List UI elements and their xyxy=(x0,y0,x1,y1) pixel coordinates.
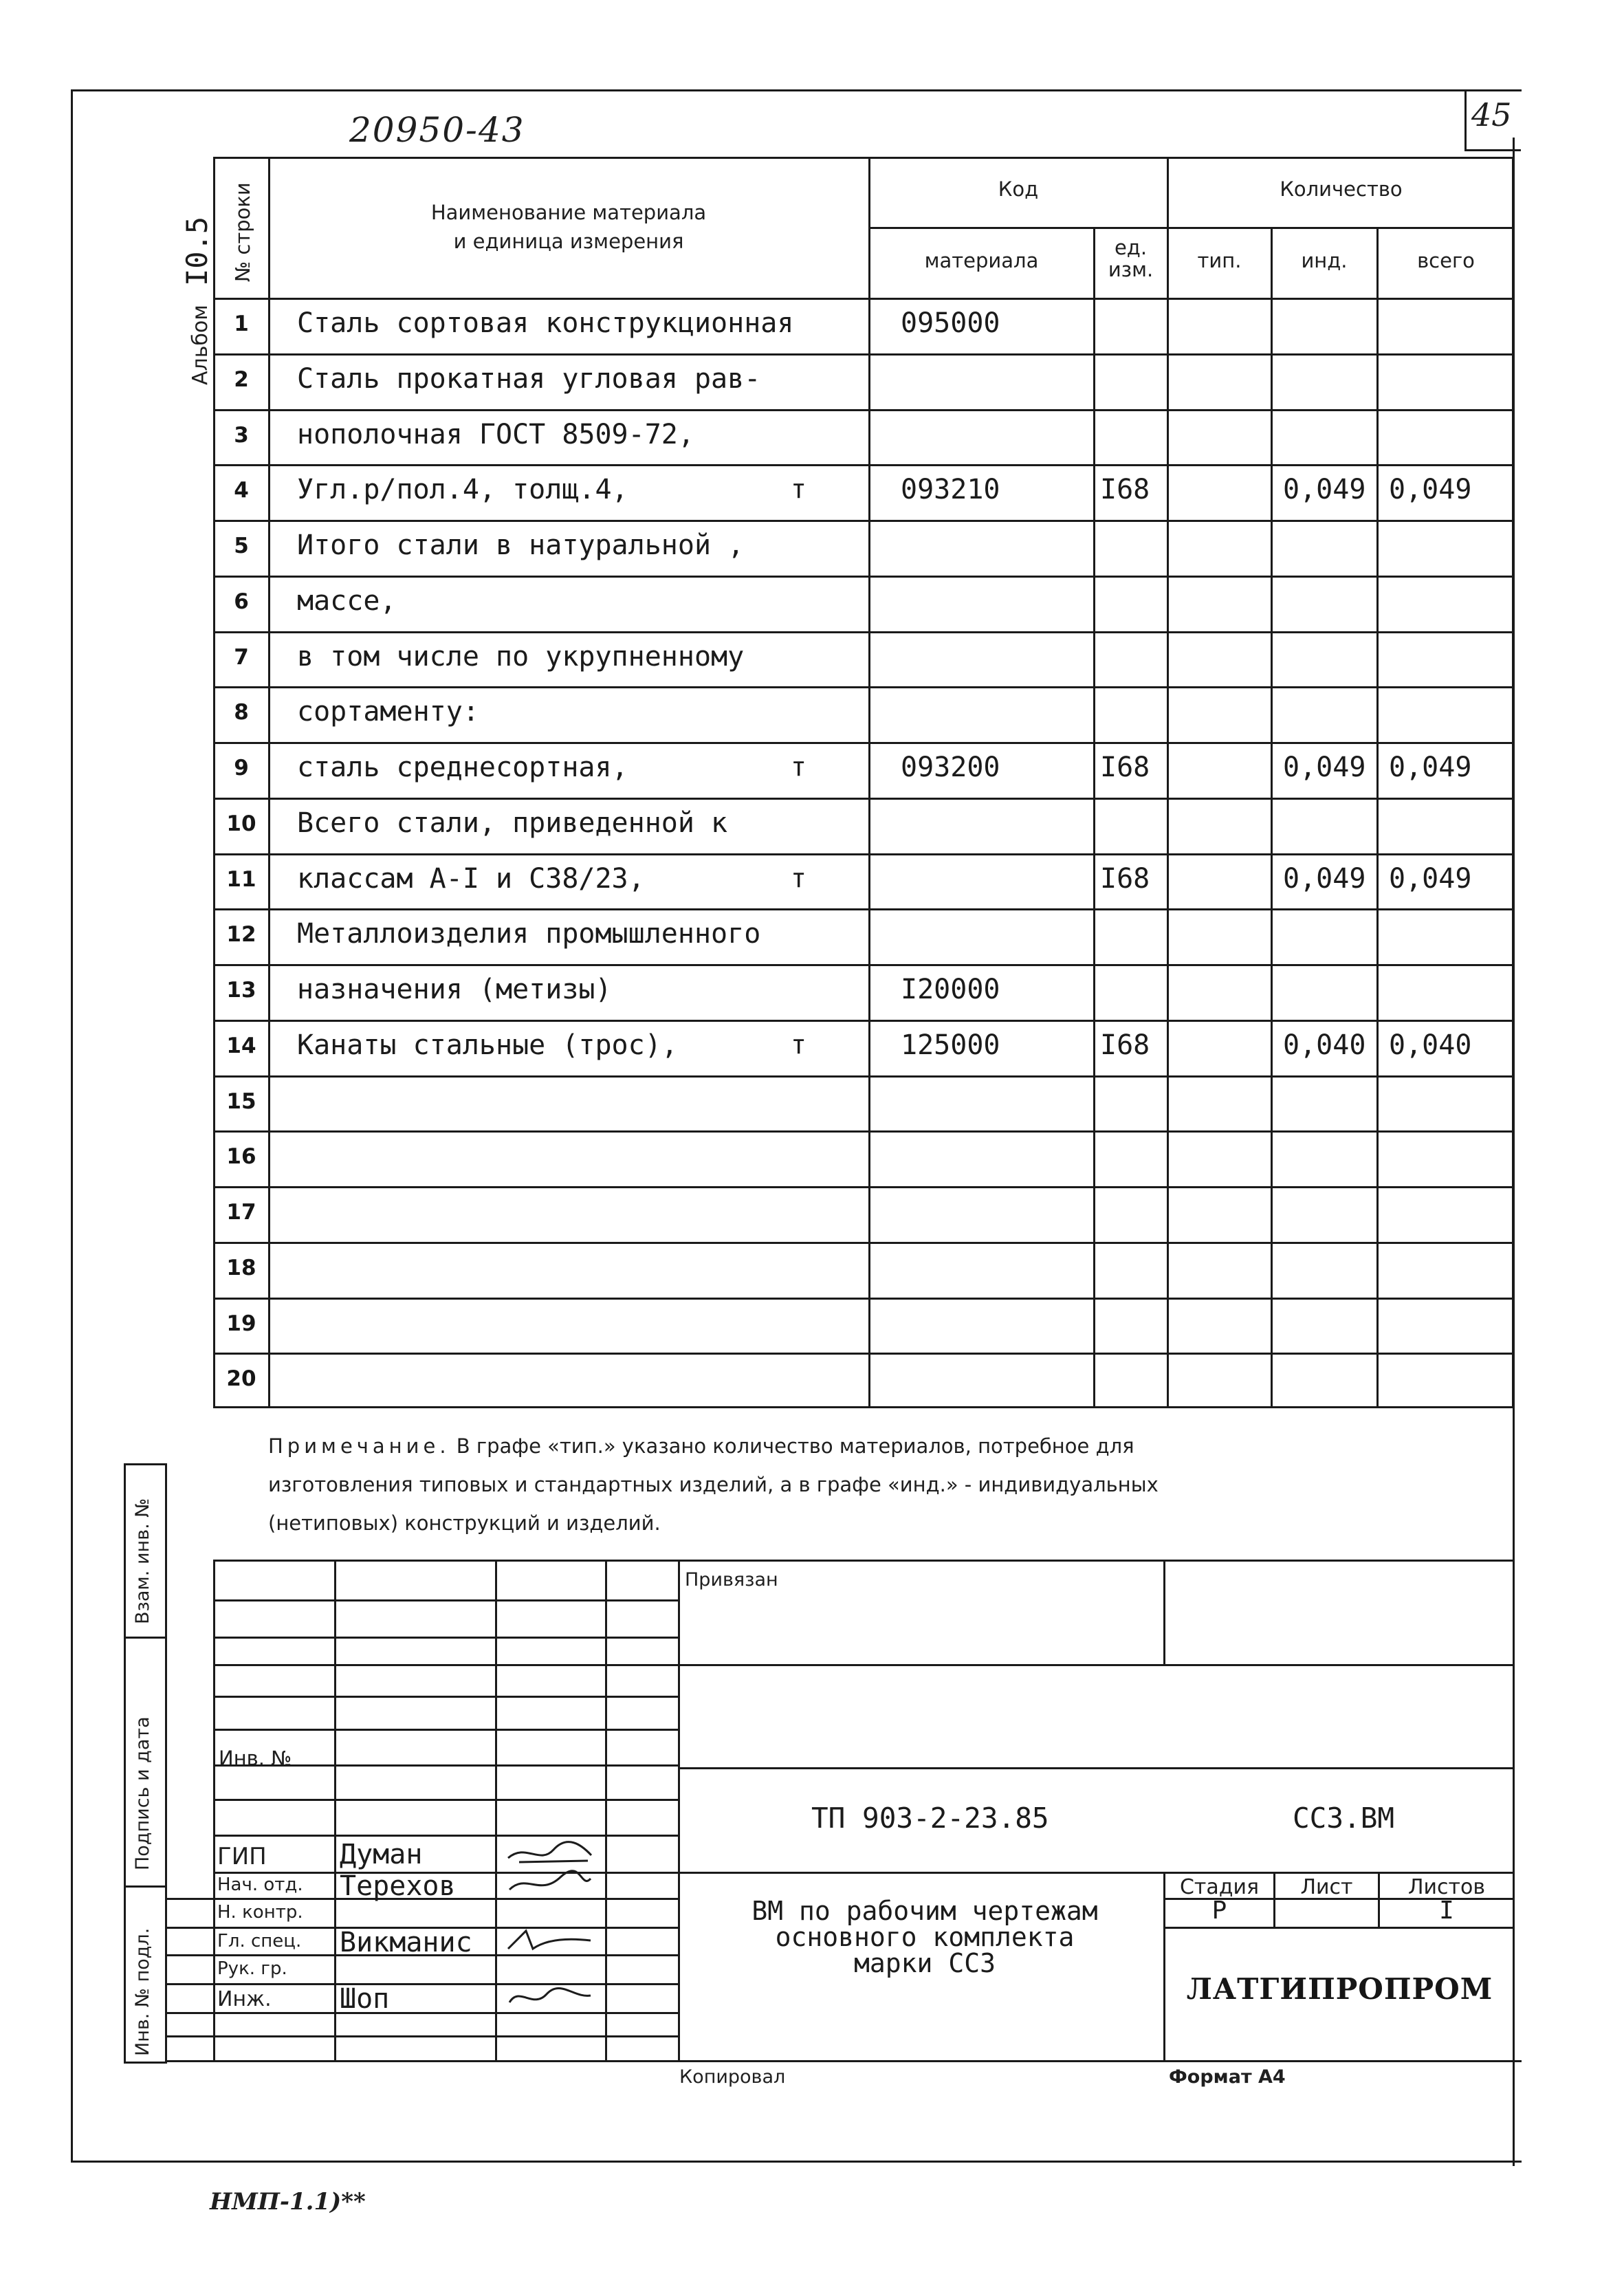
qty-total: 0,049 xyxy=(1389,863,1472,895)
row-number: 6 xyxy=(234,589,249,614)
material-name: массе, xyxy=(297,585,397,617)
stage-label: Стадия xyxy=(1179,1875,1260,1899)
sheet-label: Лист xyxy=(1300,1875,1353,1899)
unit-mark: т xyxy=(791,1029,806,1060)
note-line-3: (нетиповых) конструкций и изделий. xyxy=(268,1511,661,1535)
header-name-sub: и единица измерения xyxy=(453,230,684,253)
stage-value: Р xyxy=(1211,1896,1227,1925)
doc-mark: ССЗ.ВМ xyxy=(1293,1802,1395,1835)
signature-name: Викманис xyxy=(340,1927,472,1958)
material-code: 095000 xyxy=(901,307,1000,339)
material-name: Металлоизделия промышленного xyxy=(297,918,761,950)
handwritten-signature xyxy=(505,1925,595,1956)
footer-stamp: НМП-1.1)** xyxy=(210,2188,366,2216)
unit-mark: т xyxy=(791,863,806,893)
format-label: Формат А4 xyxy=(1169,2066,1286,2088)
material-code: I20000 xyxy=(901,974,1000,1005)
unit-mark: т xyxy=(791,474,806,504)
qty-ind: 0,040 xyxy=(1283,1029,1366,1061)
row-number: 13 xyxy=(226,978,256,1003)
doc-code: 20950-43 xyxy=(349,110,525,150)
qty-total: 0,049 xyxy=(1389,474,1472,505)
row-number: 4 xyxy=(234,478,249,503)
signature-role: Инж. xyxy=(217,1987,272,2011)
material-name: Угл.р/пол.4, толщ.4, xyxy=(297,474,628,505)
material-name: сталь среднесортная, xyxy=(297,752,628,783)
material-name: назначения (метизы) xyxy=(297,974,612,1005)
header-row-number: № строки xyxy=(231,182,254,282)
row-number: 16 xyxy=(226,1144,256,1169)
side-inv-podl: Инв. № подл. xyxy=(132,1927,153,2056)
note-label: Примечание. xyxy=(268,1434,450,1458)
material-name: классам А-I и С38/23, xyxy=(297,863,645,895)
header-qty-ind: инд. xyxy=(1301,249,1348,272)
material-name: Итого стали в натуральной , xyxy=(297,529,745,561)
qty-total: 0,040 xyxy=(1389,1029,1472,1061)
handwritten-signature xyxy=(505,1982,595,2012)
row-number: 5 xyxy=(234,534,249,558)
privyazan-label: Привязан xyxy=(685,1569,778,1590)
signature-name: Терехов xyxy=(340,1870,456,1902)
header-code-material: материала xyxy=(924,249,1039,272)
qty-ind: 0,049 xyxy=(1283,863,1366,895)
row-number: 10 xyxy=(226,811,256,836)
qty-total: 0,049 xyxy=(1389,752,1472,783)
note xyxy=(268,1427,1506,1542)
side-podpis: Подпись и дата xyxy=(132,1716,153,1870)
material-name: Канаты стальные (трос), xyxy=(297,1029,678,1061)
sheets-value: I xyxy=(1439,1896,1454,1925)
signature-role: Нач. отд. xyxy=(217,1874,303,1895)
material-name: Всего стали, приведенной к xyxy=(297,807,728,839)
unit-code: I68 xyxy=(1100,863,1150,895)
note-line-1: Примечание. В графе «тип.» указано количество материалов, потребное для xyxy=(268,1434,1134,1458)
signature-role: Н. контр. xyxy=(217,1902,303,1923)
inv-number-label: Инв. № xyxy=(219,1747,292,1770)
page-number: 45 xyxy=(1471,96,1512,133)
material-name: в том числе по укрупненному xyxy=(297,641,745,673)
row-number: 1 xyxy=(234,311,249,336)
row-number: 15 xyxy=(226,1089,256,1114)
row-number: 3 xyxy=(234,423,249,448)
note-line-2: изготовления типовых и стандартных изделий, а в графе «инд.» - индивидуальных xyxy=(268,1473,1159,1496)
material-name: Сталь прокатная угловая рав- xyxy=(297,363,761,395)
header-qty-type: тип. xyxy=(1197,249,1242,272)
row-number: 8 xyxy=(234,700,249,725)
header-code-unit: ед. xyxy=(1114,236,1148,259)
doc-number: ТП 903-2-23.85 xyxy=(811,1802,1049,1835)
header-quantity: Количество xyxy=(1280,177,1403,201)
header-code-unit-sub: изм. xyxy=(1108,258,1154,281)
signature-name: Шоп xyxy=(340,1983,390,2015)
row-number: 7 xyxy=(234,645,249,670)
signature-name: Думан xyxy=(340,1839,423,1870)
header-name: Наименование материала xyxy=(430,201,707,224)
handwritten-signature xyxy=(505,1869,595,1899)
row-number: 9 xyxy=(234,756,249,780)
material-name: нополочная ГОСТ 8509-72, xyxy=(297,419,694,450)
material-code: 125000 xyxy=(901,1029,1000,1061)
header-code: Код xyxy=(998,177,1039,201)
unit-code: I68 xyxy=(1100,474,1150,505)
row-number: 20 xyxy=(226,1366,256,1391)
row-number: 19 xyxy=(226,1311,256,1336)
signature-role: Рук. гр. xyxy=(217,1958,287,1979)
album-label: Альбом I0.5 xyxy=(180,216,214,385)
signature-role: ГИП xyxy=(217,1843,267,1870)
material-code: 093210 xyxy=(901,474,1000,505)
header-qty-total: всего xyxy=(1417,249,1475,272)
sheet-title: ВМ по рабочим чертежам основного комплекта марки ССЗ xyxy=(751,1896,1098,1978)
unit-mark: т xyxy=(791,752,806,782)
row-number: 12 xyxy=(226,922,256,947)
sheets-label: Листов xyxy=(1407,1875,1486,1899)
organization: ЛАТГИПРОПРОМ xyxy=(1186,1972,1493,2006)
signature-role: Гл. спец. xyxy=(217,1931,302,1952)
qty-ind: 0,049 xyxy=(1283,752,1366,783)
row-number: 18 xyxy=(226,1256,256,1280)
material-name: сортаменту: xyxy=(297,696,479,728)
copied-label: Копировал xyxy=(679,2066,786,2088)
row-number: 2 xyxy=(234,367,249,392)
row-number: 17 xyxy=(226,1200,256,1225)
handwritten-signature xyxy=(505,1837,595,1868)
unit-code: I68 xyxy=(1100,752,1150,783)
material-name: Сталь сортовая конструкционная xyxy=(297,307,794,339)
row-number: 14 xyxy=(226,1034,256,1058)
material-code: 093200 xyxy=(901,752,1000,783)
qty-ind: 0,049 xyxy=(1283,474,1366,505)
side-vzam: Взам. инв. № xyxy=(132,1498,153,1624)
row-number: 11 xyxy=(226,867,256,892)
unit-code: I68 xyxy=(1100,1029,1150,1061)
